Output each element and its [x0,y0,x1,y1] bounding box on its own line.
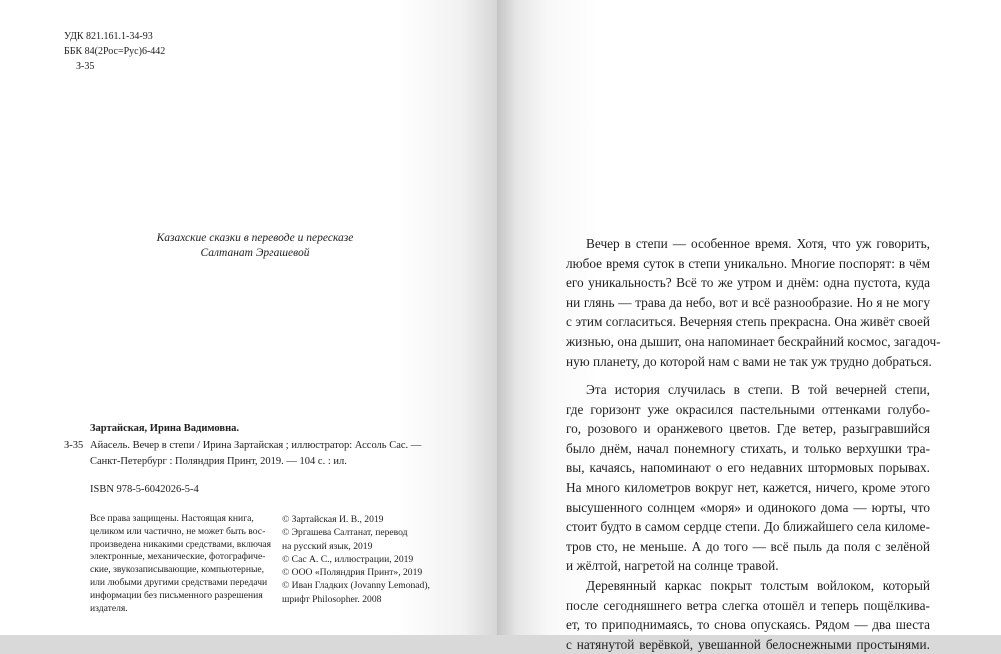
text-line: Эта история случилась в степи. В той вечерней степи, [586,382,930,397]
rights-line: Все права защищены. Настоящая книга, [90,513,254,524]
isbn: ISBN 978-5-6042026-5-4 [90,484,199,495]
copyright-line: © Зартайская И. В., 2019 [282,514,384,525]
text-line: вы, качаясь, напоминают о его недавних штормовых порывах. [566,460,930,476]
text-line: На много километров вокруг нет, кажется, ничего, кроме этого [566,479,930,495]
text-line: после сегодняшнего ветра слегка отошёл и теперь пощёлкива- [566,597,930,613]
rights-line: или любыми другими средствами передачи [90,576,268,588]
catalog-entry-line: Айасель. Вечер в степи / Ирина Зартайская ; иллюстратор: Ассоль Сас. — [90,440,422,451]
author-sign: З-35 [76,61,95,72]
text-line: ни глянь — трава да небо, вот и всё разнообразие. Но я не могу [566,294,930,310]
copyright-line: © Иван Гладких (Jovanny Lemonad), [282,580,430,592]
text-line: жизнью, она дышит, она напоминает бескрайний космос, загадоч- [566,333,941,349]
copyright-line: на русский язык, 2019 [282,540,373,552]
rights-line: ские, звукозаписывающие, компьютерные, [90,564,265,576]
rights-line: информации без письменного разрешения [90,589,263,601]
text-line: с натянутой верёвкой, увешанной белоснежными простынями. [566,636,930,652]
text-line: любое время суток в степи уникально. Многие поспорят: в чём [566,255,930,271]
rights-line: произведена никакими средствами, включая [90,538,272,550]
catalog-code: З-35 [64,440,84,451]
catalog-entry-line: Санкт-Петербург : Поляндрия Принт, 2019. — 104 с. : ил. [90,456,347,467]
copyright-list [282,513,430,606]
text-line: тров сто, не меньше. А до того — всё пыль да поля с зелёной [566,538,930,554]
text-line: го, розового и оранжевого цветов. Где ветер, разыгравшийся [566,421,930,437]
text-line: ную планету, до которой нам с вами не так уж трудно добраться. [566,353,932,369]
translation-note-line: Казахские сказки в переводе и пересказе [156,232,354,244]
text-line: Вечер в степи — особенное время. Хотя, что уж говорить, [586,236,930,251]
catalog-author: Зартайская, Ирина Вадимовна. [90,423,240,434]
text-line: ет, то приподнимаясь, то снова опускаясь. Рядом — два шеста [566,617,930,633]
rights-line: целиком или частично, не может быть вос- [90,525,266,537]
right-page [497,0,1001,652]
text-line: высушенного солнцем «моря» и одинокого дома — юрты, что [566,499,930,515]
rights-notice [90,513,272,615]
copyright-line: © Сас А. С., иллюстрации, 2019 [282,553,414,565]
body-paragraph [566,380,930,654]
text-line: стоит будто в самом сердце степи. До ближайшего села киломе- [566,519,930,535]
udk-code: УДК 821.161.1-34-93 [64,31,153,42]
bbk-code: ББК 84(2Рос=Рус)6-442 [64,46,166,57]
copyright-line: © ООО «Поляндрия Принт», 2019 [282,567,423,579]
rights-line: издателя. [90,602,128,614]
text-line: где горизонт уже окрасился пастельными оттенками голубо- [566,401,930,417]
text-line: его уникальность? Всё то же утром и днём: одна пустота, куда [566,275,930,291]
copyright-line: шрифт Philosopher. 2008 [282,593,382,605]
rights-line: электронные, механические, фотографиче- [90,551,266,563]
text-line: Деревянный каркас покрыт толстым войлоком, который [586,577,930,593]
text-line: с этим согласиться. Вечерняя степь прекрасна. Она живёт своей [566,314,930,330]
left-page [0,0,497,635]
text-line: было днём, начал понемногу стихать, и только верхушки тра- [566,440,930,456]
translation-note-line: Салтанат Эргашевой [200,247,310,259]
text-line: и жёлтой, нагретой на солнце травой. [566,558,779,574]
copyright-line: © Эргашева Салтанат, перевод [282,527,408,539]
translation-note [120,231,390,261]
body-paragraph [566,234,941,371]
